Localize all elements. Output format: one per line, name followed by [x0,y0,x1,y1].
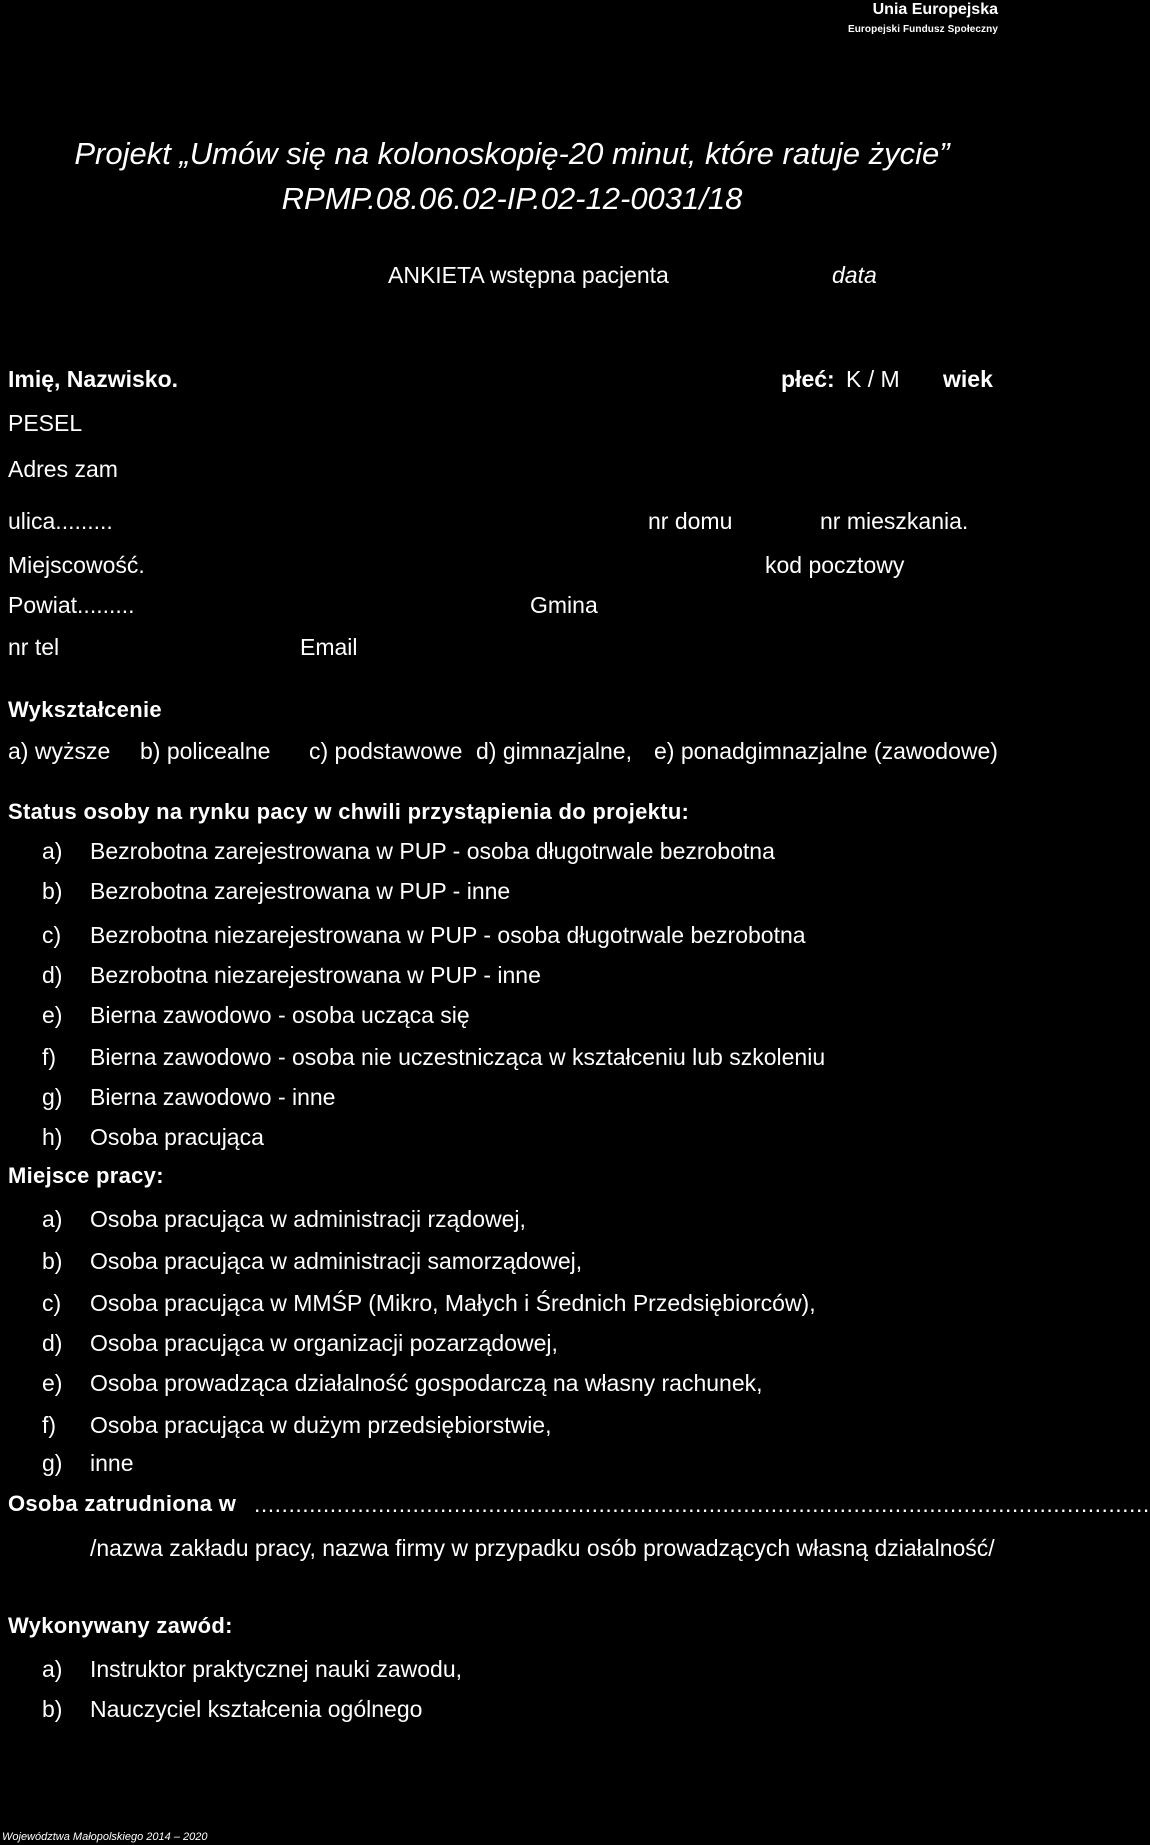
item-letter: e) [42,1002,63,1028]
item-text: Bierna zawodowo - osoba nie uczestnicząca w kształceniu lub szkoleniu [90,1044,826,1070]
eu-subtitle: Europejski Fundusz Społeczny [847,24,998,35]
county-label: Powiat......... [8,592,135,618]
item-letter: c) [42,922,62,948]
item-letter: h) [42,1124,63,1150]
item-text: Instruktor praktycznej nauki zawodu, [90,1656,463,1682]
item-text: Bezrobotna zarejestrowana w PUP - inne [90,878,511,904]
item-letter: g) [42,1084,63,1110]
employer-note: /nazwa zakładu pracy, nazwa firmy w przypadku osób prowadzących własną działalność/ [90,1535,995,1561]
item-text: Bierna zawodowo - osoba ucząca się [90,1002,470,1028]
item-letter: b) [42,1696,63,1722]
date-label: data [832,262,877,288]
item-text: Osoba pracująca w dużym przedsiębiorstwie, [90,1412,552,1438]
item-letter: d) [42,962,63,988]
item-text: Bezrobotna niezarejestrowana w PUP - inne [90,962,541,988]
item-letter: b) [42,1248,63,1274]
education-option-upper-secondary: e) ponadgimnazjalne (zawodowe) [654,738,998,764]
address-label: Adres zam [8,456,118,482]
pesel-label: PESEL [8,410,83,436]
item-text: Nauczyciel kształcenia ogólnego [90,1696,423,1722]
item-letter: g) [42,1450,63,1476]
item-letter: b) [42,878,63,904]
project-title: Projekt „Umów się na kolonoskopię-20 minut, które ratuje życie” [74,136,950,171]
city-label: Miejscowość. [8,552,145,578]
education-option-lower-secondary: d) gimnazjalne, [476,738,632,764]
project-code: RPMP.08.06.02-IP.02-12-0031/18 [281,181,743,216]
employer-fill-line: .................................................................................................................................. [254,1491,1150,1517]
education-option-post-secondary: b) policealne [140,738,271,764]
item-text: Bezrobotna niezarejestrowana w PUP - osoba długotrwale bezrobotna [90,922,806,948]
item-text: Osoba prowadząca działalność gospodarczą na własny rachunek, [90,1370,763,1396]
sex-options: K / M [846,366,900,392]
item-letter: a) [42,1656,63,1682]
footer-text: Województwa Małopolskiego 2014 – 2020 [2,1831,208,1843]
item-text: Bierna zawodowo - inne [90,1084,336,1110]
name-label: Imię, Nazwisko. [8,366,179,392]
education-option-higher: a) wyższe [8,738,111,764]
flat-number-label: nr mieszkania. [820,508,969,534]
item-text: Bezrobotna zarejestrowana w PUP - osoba długotrwale bezrobotna [90,838,775,864]
education-heading: Wykształcenie [8,697,162,722]
employer-label: Osoba zatrudniona w [8,1491,237,1516]
item-letter: c) [42,1290,62,1316]
item-text: inne [90,1450,134,1476]
item-text: Osoba pracująca w organizacji pozarządowej, [90,1330,558,1356]
item-letter: f) [42,1044,57,1070]
phone-label: nr tel [8,634,60,660]
labor-status-heading: Status osoby na rynku pacy w chwili przystąpienia do projektu: [8,799,690,824]
item-letter: d) [42,1330,63,1356]
item-letter: a) [42,838,63,864]
item-text: Osoba pracująca w administracji rządowej, [90,1206,526,1232]
workplace-heading: Miejsce pracy: [8,1163,164,1188]
postcode-label: kod pocztowy [765,552,905,578]
house-number-label: nr domu [648,508,733,534]
age-label: wiek [943,366,993,392]
street-label: ulica......... [8,508,113,534]
item-text: Osoba pracująca [90,1124,264,1150]
item-letter: a) [42,1206,63,1232]
item-text: Osoba pracująca w MMŚP (Mikro, Małych i Średnich Przedsiębiorców), [90,1290,816,1316]
item-letter: e) [42,1370,63,1396]
education-option-primary: c) podstawowe [309,738,463,764]
occupation-heading: Wykonywany zawód: [8,1613,233,1638]
form-title: ANKIETA wstępna pacjenta [388,262,669,288]
sex-label: płeć: [781,366,835,392]
item-letter: f) [42,1412,57,1438]
item-text: Osoba pracująca w administracji samorządowej, [90,1248,583,1274]
eu-title: Unia Europejska [872,1,998,18]
email-label: Email [300,634,358,660]
commune-label: Gmina [530,592,598,618]
